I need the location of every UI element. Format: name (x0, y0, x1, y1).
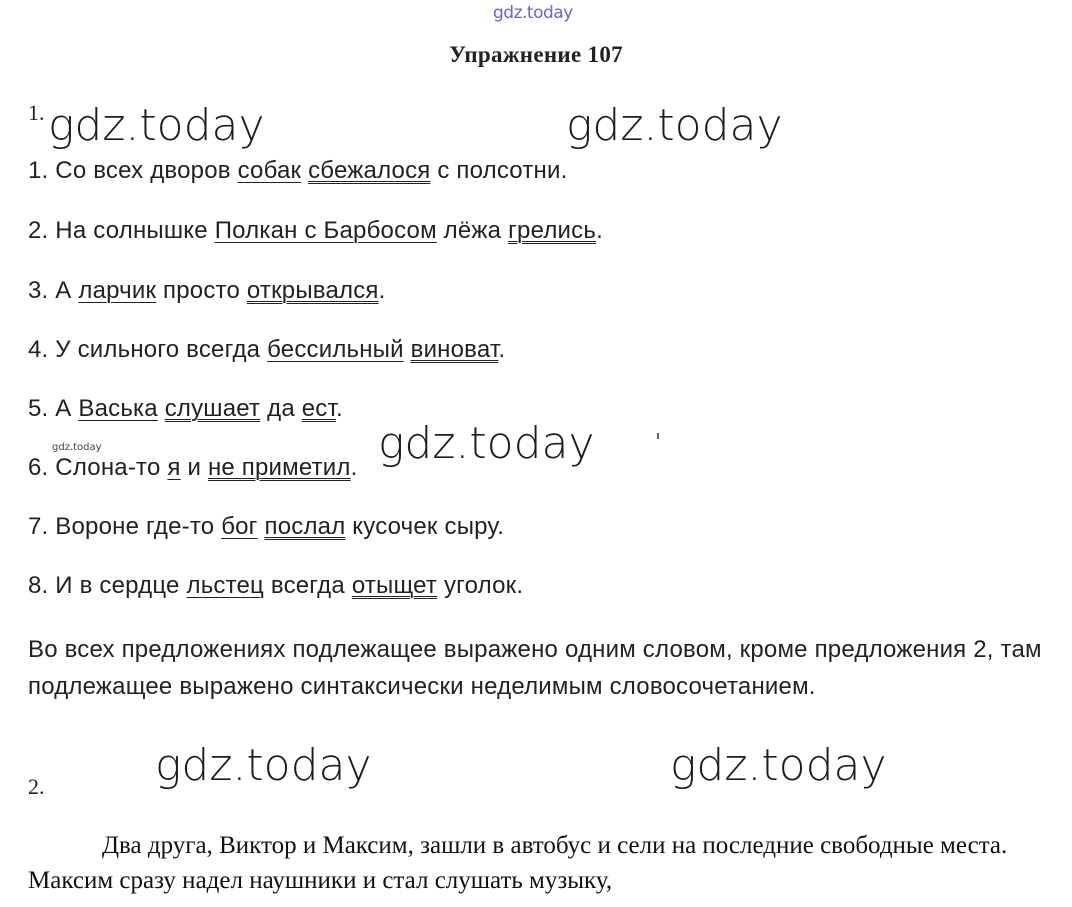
sentence-number: 2. (28, 217, 56, 244)
sentence-number: 6. (28, 454, 56, 481)
predicate-text: сбежалося (308, 157, 431, 184)
sentence-text: лёжа (436, 217, 509, 244)
sentence-text: с полсотни. (430, 157, 568, 184)
sentence-5 (28, 395, 343, 423)
predicate-text: ест (301, 395, 337, 422)
subject-text: бог (221, 513, 258, 540)
sentence-8 (28, 572, 523, 600)
sentence-2 (28, 217, 603, 245)
sentence-text: просто (156, 277, 247, 304)
sentence-text: . (596, 217, 603, 244)
sentence-text: . (378, 277, 386, 304)
subject-text: ларчик (78, 277, 157, 304)
sentence-text (258, 513, 265, 540)
predicate-text: послал (264, 513, 346, 540)
sentence-number: 8. (28, 572, 56, 599)
sentence-number: 1. (28, 157, 56, 184)
sentence-text (404, 336, 411, 363)
sentence-text: У сильного всегда (55, 336, 268, 363)
sentence-text: всегда (264, 572, 352, 599)
predicate-text: грелись (508, 217, 597, 244)
sentence-text: Слона-то (55, 454, 168, 481)
watermark-2: gdz.today (566, 100, 783, 151)
scan-speck (657, 433, 659, 439)
sentence-number: 5. (28, 395, 56, 422)
watermark-3: gdz.today (378, 418, 595, 469)
subject-text: собак (237, 157, 302, 184)
subject-text: Васька (78, 395, 158, 422)
sentence-text: кусочек сыру. (345, 513, 505, 540)
predicate-text: открывался (246, 277, 379, 304)
section-2-marker: 2. (28, 774, 45, 799)
watermark-top: gdz.today (493, 3, 573, 23)
sentence-text: И в сердце (55, 572, 187, 599)
sentence-text: Вороне где-то (55, 513, 222, 540)
predicate-text: виноват (410, 336, 499, 363)
sentence-text: и (180, 454, 208, 481)
sentence-text: . (350, 454, 358, 481)
sentence-text: . (336, 395, 343, 422)
watermark-small: gdz.today (52, 442, 102, 453)
sentence-text: А (55, 277, 79, 304)
subject-text: льстец (186, 572, 265, 599)
predicate-text: не приметил (207, 454, 351, 481)
sentence-text: А (55, 395, 79, 422)
watermark-1: gdz.today (48, 100, 265, 151)
watermark-5: gdz.today (670, 740, 887, 791)
subject-text: Полкан с Барбосом (214, 217, 437, 244)
sentence-text: да (260, 395, 302, 422)
sentence-text: уголок. (437, 572, 524, 599)
subject-text: бессильный (267, 336, 404, 363)
sentence-text: На солнышке (55, 217, 215, 244)
sentence-text (158, 395, 165, 422)
conclusion-paragraph: Во всех предложениях подлежащее выражено одним словом, кроме предложения 2, там подлежащее выражено синтаксически неделимым словосочетанием. (28, 636, 1042, 700)
story-paragraph: Два друга, Виктор и Максим, зашли в автобус и сели на последние свободные места. Максим сразу надел наушники и стал слушать музыку, (28, 832, 1008, 894)
sentence-number: 7. (28, 513, 56, 540)
sentence-text: . (498, 336, 506, 363)
sentence-number: 3. (28, 277, 56, 304)
predicate-text: отыщет (351, 572, 438, 599)
watermark-4: gdz.today (155, 740, 372, 791)
sentence-3 (28, 277, 386, 305)
section-1-marker: 1. (28, 100, 45, 125)
sentence-text: Со всех дворов (55, 157, 238, 184)
sentence-number: 4. (28, 336, 56, 363)
sentence-6 (28, 454, 358, 482)
predicate-text: слушает (164, 395, 261, 422)
page-title: Упражнение 107 (449, 42, 623, 67)
sentence-4 (28, 336, 505, 364)
sentence-1 (28, 157, 567, 185)
subject-text: я (167, 454, 181, 481)
sentence-7 (28, 513, 504, 541)
